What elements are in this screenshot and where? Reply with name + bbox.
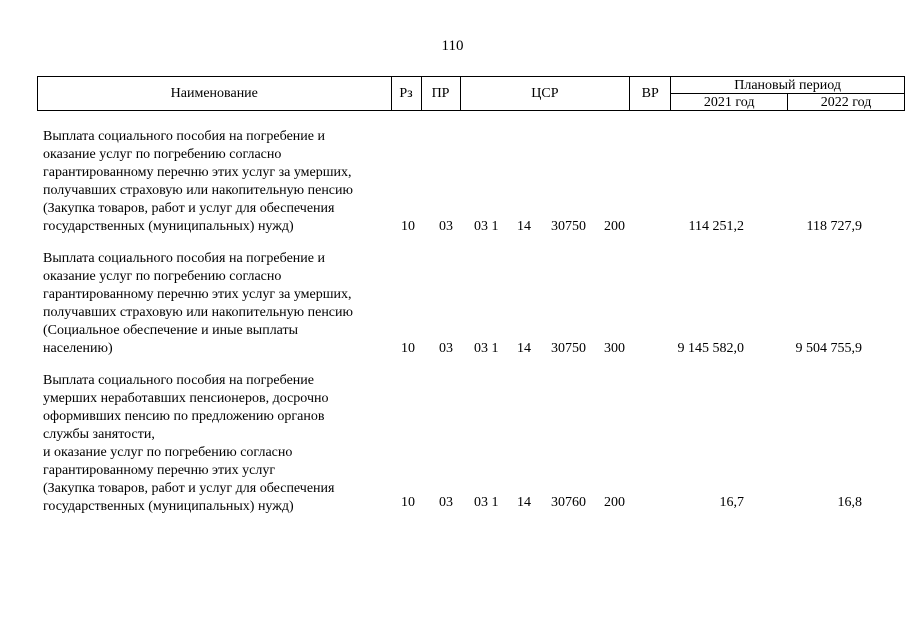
cell-2021: 9 145 582,0 <box>677 341 744 356</box>
description-line: оформивших пенсию по предложению органов <box>43 409 325 424</box>
cell-rz: 10 <box>401 495 415 510</box>
row-description <box>43 372 393 516</box>
cell-pr: 03 <box>439 495 453 510</box>
cell-csr-subprogram: 14 <box>517 495 531 510</box>
table-header <box>37 76 905 111</box>
header-planned-period: Плановый период <box>671 77 905 94</box>
description-line: (Социальное обеспечение и иные выплаты <box>43 323 299 338</box>
description-line: Выплата социального пособия на погребение <box>43 373 314 388</box>
header-csr: ЦСР <box>460 77 630 111</box>
cell-csr-program: 03 1 <box>474 219 499 234</box>
cell-vr: 300 <box>604 341 625 356</box>
description-line: оказание услуг по погребению согласно <box>43 147 282 162</box>
description-line: Выплата социального пособия на погребение и <box>43 251 325 266</box>
cell-csr-code: 30760 <box>551 495 586 510</box>
cell-vr: 200 <box>604 495 625 510</box>
description-line: (Закупка товаров, работ и услуг для обеспечения <box>43 201 335 216</box>
header-year-2022: 2022 год <box>788 94 905 111</box>
cell-csr-code: 30750 <box>551 219 586 234</box>
description-line: умерших неработавших пенсионеров, досрочно <box>43 391 329 406</box>
cell-csr-subprogram: 14 <box>517 219 531 234</box>
cell-csr-code: 30750 <box>551 341 586 356</box>
row-description <box>43 250 393 358</box>
cell-2022: 16,8 <box>837 495 862 510</box>
cell-csr-subprogram: 14 <box>517 341 531 356</box>
page-number: 110 <box>441 38 464 54</box>
header-name: Наименование <box>38 77 392 111</box>
description-line: гарантированному перечню этих услуг <box>43 463 276 478</box>
cell-csr-program: 03 1 <box>474 341 499 356</box>
cell-rz: 10 <box>401 341 415 356</box>
description-line: гарантированному перечню этих услуг за умерших, <box>43 287 352 302</box>
header-pr: ПР <box>421 77 460 111</box>
cell-pr: 03 <box>439 219 453 234</box>
description-line: (Закупка товаров, работ и услуг для обеспечения <box>43 481 335 496</box>
cell-vr: 200 <box>604 219 625 234</box>
description-line: Выплата социального пособия на погребение и <box>43 129 325 144</box>
header-year-2021: 2021 год <box>671 94 788 111</box>
description-line: службы занятости, <box>43 427 155 442</box>
description-line: оказание услуг по погребению согласно <box>43 269 282 284</box>
description-line: получавших страховую или накопительную пенсию <box>43 183 353 198</box>
header-vr: ВР <box>630 77 671 111</box>
cell-rz: 10 <box>401 219 415 234</box>
cell-2022: 9 504 755,9 <box>795 341 862 356</box>
cell-pr: 03 <box>439 341 453 356</box>
cell-2021: 114 251,2 <box>688 219 744 234</box>
description-line: получавших страховую или накопительную пенсию <box>43 305 353 320</box>
cell-csr-program: 03 1 <box>474 495 499 510</box>
header-rz: Рз <box>391 77 421 111</box>
description-line: гарантированному перечню этих услуг за умерших, <box>43 165 352 180</box>
description-line: государственных (муниципальных) нужд) <box>43 499 294 514</box>
description-line: и оказание услуг по погребению согласно <box>43 445 293 460</box>
description-line: государственных (муниципальных) нужд) <box>43 219 294 234</box>
description-line: населению) <box>43 341 113 356</box>
cell-2022: 118 727,9 <box>806 219 862 234</box>
cell-2021: 16,7 <box>719 495 744 510</box>
row-description <box>43 128 393 236</box>
